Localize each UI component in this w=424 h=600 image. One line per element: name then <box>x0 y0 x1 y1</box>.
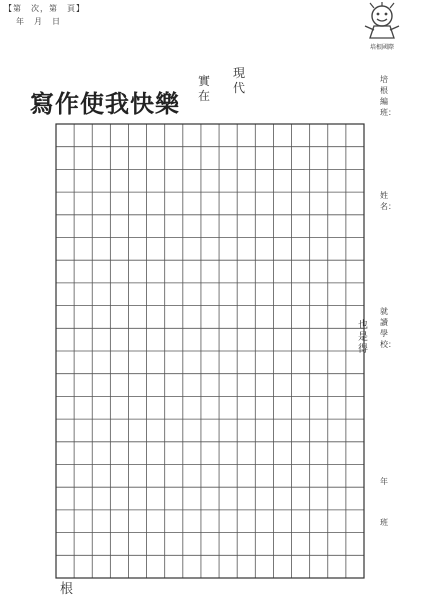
margin-note: 也是得 <box>358 320 368 355</box>
title-annotation-2: 實在 <box>198 74 211 103</box>
school-label: 就讀學校： <box>380 307 396 349</box>
name-label: 姓名： <box>380 191 396 211</box>
grade-label: 年 <box>380 477 388 486</box>
page-number-label: 【第 次，第 頁】 <box>4 4 85 13</box>
class-unit-label: 班 <box>380 518 388 527</box>
bottom-text: 根 <box>60 582 74 597</box>
class-label: 培根編班： <box>380 75 396 117</box>
essay-title: 寫作使我快樂 <box>30 89 180 118</box>
logo-text: 培根國際 <box>369 44 394 51</box>
title-annotation-1: 現代 <box>233 66 246 95</box>
date-label: 年 月 日 <box>16 17 61 26</box>
